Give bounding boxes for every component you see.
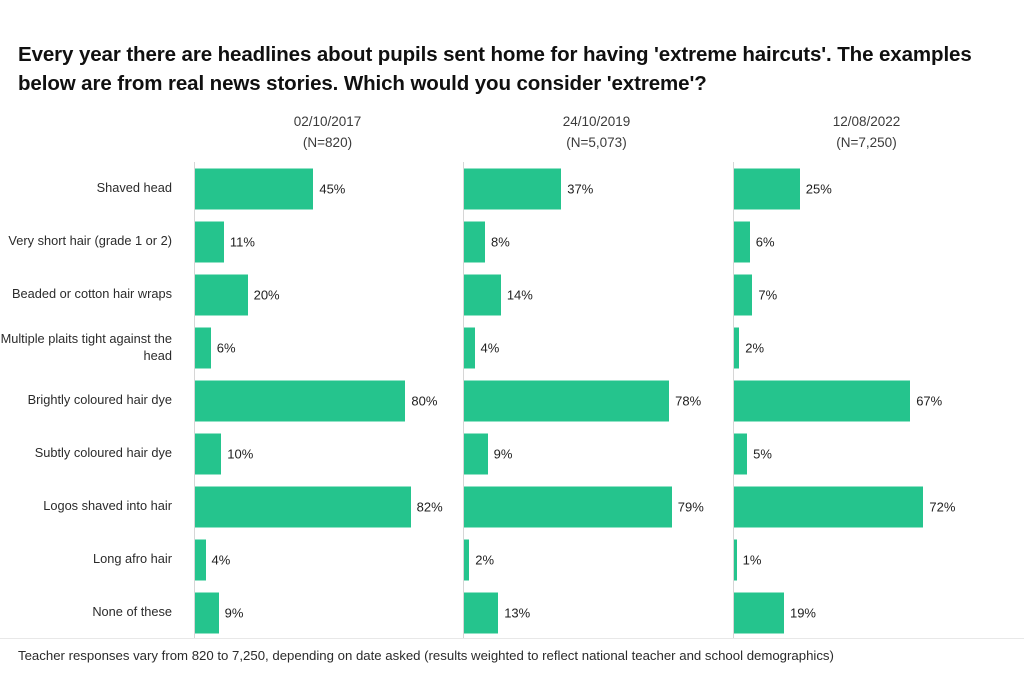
- bar-value-label: 19%: [789, 605, 816, 620]
- bar-value-label: 11%: [229, 234, 255, 249]
- bar: [464, 221, 485, 262]
- bar: [195, 274, 248, 315]
- bar-value-label: 7%: [758, 287, 778, 302]
- bar: [734, 380, 910, 421]
- chart-panel: [733, 162, 1000, 215]
- column-header-1: [194, 112, 461, 154]
- bar-group: [464, 274, 533, 315]
- bar-group: [464, 486, 704, 527]
- bar: [195, 486, 411, 527]
- chart-row: [0, 480, 1024, 533]
- chart-row: [0, 427, 1024, 480]
- bar: [734, 168, 800, 209]
- bar-value-label: 4%: [211, 552, 231, 567]
- bar-group: [464, 433, 512, 474]
- bar: [464, 168, 561, 209]
- bar-group: [734, 274, 777, 315]
- category-label: Beaded or cotton hair wraps: [11, 286, 172, 302]
- bar-group: [195, 433, 253, 474]
- column-header-3: [733, 112, 1000, 154]
- bar-value-label: 9%: [224, 605, 244, 620]
- chart-panel: [463, 268, 730, 321]
- column-header-sample-size: (N=7,250): [836, 134, 897, 150]
- chart-panel: [194, 268, 461, 321]
- bar: [464, 592, 498, 633]
- bar-value-label: 14%: [506, 287, 533, 302]
- bar-value-label: 20%: [253, 287, 280, 302]
- bar-value-label: 67%: [916, 393, 943, 408]
- bar: [464, 539, 469, 580]
- bar-value-label: 10%: [227, 446, 254, 461]
- bar-value-label: 13%: [504, 605, 531, 620]
- bar-group: [464, 327, 499, 368]
- bar-group: [734, 592, 816, 633]
- bar: [195, 168, 313, 209]
- chart-panel: [194, 162, 461, 215]
- chart-rows: [0, 162, 1024, 639]
- bar-group: [195, 486, 443, 527]
- bar: [734, 592, 784, 633]
- bar-value-label: 8%: [491, 234, 510, 249]
- chart-panel: [733, 321, 1000, 374]
- bar-value-label: 4%: [480, 340, 500, 355]
- column-headers: [0, 112, 1024, 156]
- bar-group: [195, 221, 255, 262]
- column-header-sample-size: (N=5,073): [566, 134, 627, 150]
- category-label: None of these: [92, 604, 172, 620]
- bar-group: [464, 168, 593, 209]
- chart-row: [0, 162, 1024, 215]
- bar-value-label: 1%: [742, 552, 762, 567]
- bar: [734, 221, 750, 262]
- column-header-date: 12/08/2022: [832, 114, 901, 129]
- chart-area: [0, 112, 1024, 642]
- bar-group: [195, 380, 437, 421]
- chart-row: [0, 321, 1024, 374]
- chart-panel: [463, 480, 730, 533]
- bar-value-label: 9%: [493, 446, 513, 461]
- footnote-divider: [0, 638, 1024, 639]
- bar-group: [195, 327, 236, 368]
- chart-panel: [194, 321, 461, 374]
- chart-panel: [463, 162, 730, 215]
- chart-panel: [733, 533, 1000, 586]
- bar-group: [195, 168, 345, 209]
- chart-panel: [194, 586, 461, 639]
- category-label: Shaved head: [96, 180, 172, 196]
- bar: [195, 221, 224, 262]
- bar: [195, 380, 405, 421]
- bar-value-label: 2%: [745, 340, 765, 355]
- chart-panel: [194, 427, 461, 480]
- bar-group: [464, 380, 701, 421]
- column-header-sample-size: (N=820): [302, 134, 353, 150]
- chart-row: [0, 586, 1024, 639]
- bar: [464, 486, 672, 527]
- bar-group: [464, 592, 530, 633]
- chart-panel: [733, 215, 1000, 268]
- bar-group: [195, 539, 230, 580]
- category-label: Subtly coloured hair dye: [34, 445, 172, 461]
- chart-panel: [733, 268, 1000, 321]
- bar-value-label: 37%: [567, 181, 594, 196]
- chart-row: [0, 268, 1024, 321]
- chart-panel: [194, 215, 461, 268]
- bar-group: [734, 486, 955, 527]
- bar: [734, 539, 737, 580]
- bar-value-label: 72%: [929, 499, 956, 514]
- chart-row: [0, 374, 1024, 427]
- bar: [464, 274, 501, 315]
- bar: [734, 433, 747, 474]
- chart-row: [0, 215, 1024, 268]
- bar-value-label: 6%: [755, 234, 775, 249]
- chart-panel: [463, 586, 730, 639]
- bar-group: [464, 221, 510, 262]
- chart-panel: [194, 374, 461, 427]
- category-label: Logos shaved into hair: [43, 498, 172, 514]
- chart-panel: [463, 321, 730, 374]
- bar: [195, 433, 221, 474]
- bar-group: [464, 539, 494, 580]
- chart-panel: [463, 533, 730, 586]
- bar-group: [734, 433, 772, 474]
- bar-value-label: 82%: [416, 499, 443, 514]
- category-label: Brightly coloured hair dye: [27, 392, 172, 408]
- bar: [734, 274, 752, 315]
- bar-value-label: 79%: [677, 499, 704, 514]
- bar: [195, 592, 219, 633]
- chart-panel: [463, 374, 730, 427]
- bar-group: [734, 327, 764, 368]
- bar-group: [195, 274, 280, 315]
- column-header-2: [463, 112, 730, 154]
- chart-panel: [733, 586, 1000, 639]
- bar-value-label: 25%: [805, 181, 832, 196]
- chart-panel: [194, 480, 461, 533]
- bar-value-label: 78%: [675, 393, 702, 408]
- bar-group: [734, 380, 942, 421]
- chart-panel: [733, 427, 1000, 480]
- bar: [195, 327, 211, 368]
- bar: [464, 327, 475, 368]
- column-header-date: 24/10/2019: [562, 114, 631, 129]
- bar: [464, 433, 488, 474]
- chart-panel: [463, 427, 730, 480]
- chart-panel: [194, 533, 461, 586]
- column-header-date: 02/10/2017: [293, 114, 362, 129]
- bar-value-label: 45%: [319, 181, 346, 196]
- bar-value-label: 80%: [411, 393, 438, 408]
- bar: [195, 539, 206, 580]
- chart-panel: [733, 480, 1000, 533]
- chart-row: [0, 533, 1024, 586]
- bar-value-label: 2%: [475, 552, 495, 567]
- bar-group: [734, 539, 761, 580]
- bar: [734, 486, 923, 527]
- bar-value-label: 6%: [216, 340, 236, 355]
- chart-footnote: Teacher responses vary from 820 to 7,250, depending on date asked (results weighted to reflect national teacher and school demographics): [18, 648, 834, 663]
- bar: [734, 327, 739, 368]
- bar-value-label: 5%: [753, 446, 772, 461]
- chart-panel: [463, 215, 730, 268]
- page-title: Every year there are headlines about pupils sent home for having 'extreme haircuts'. The examples below are from real news stories. Which would you consider 'extreme'?: [18, 43, 972, 96]
- bar-group: [195, 592, 243, 633]
- bar-group: [734, 168, 832, 209]
- category-label: Very short hair (grade 1 or 2): [8, 233, 172, 249]
- chart-panel: [733, 374, 1000, 427]
- category-label: Long afro hair: [93, 551, 172, 567]
- category-label: Multiple plaits tight against the head: [0, 330, 172, 363]
- bar-group: [734, 221, 775, 262]
- bar: [464, 380, 669, 421]
